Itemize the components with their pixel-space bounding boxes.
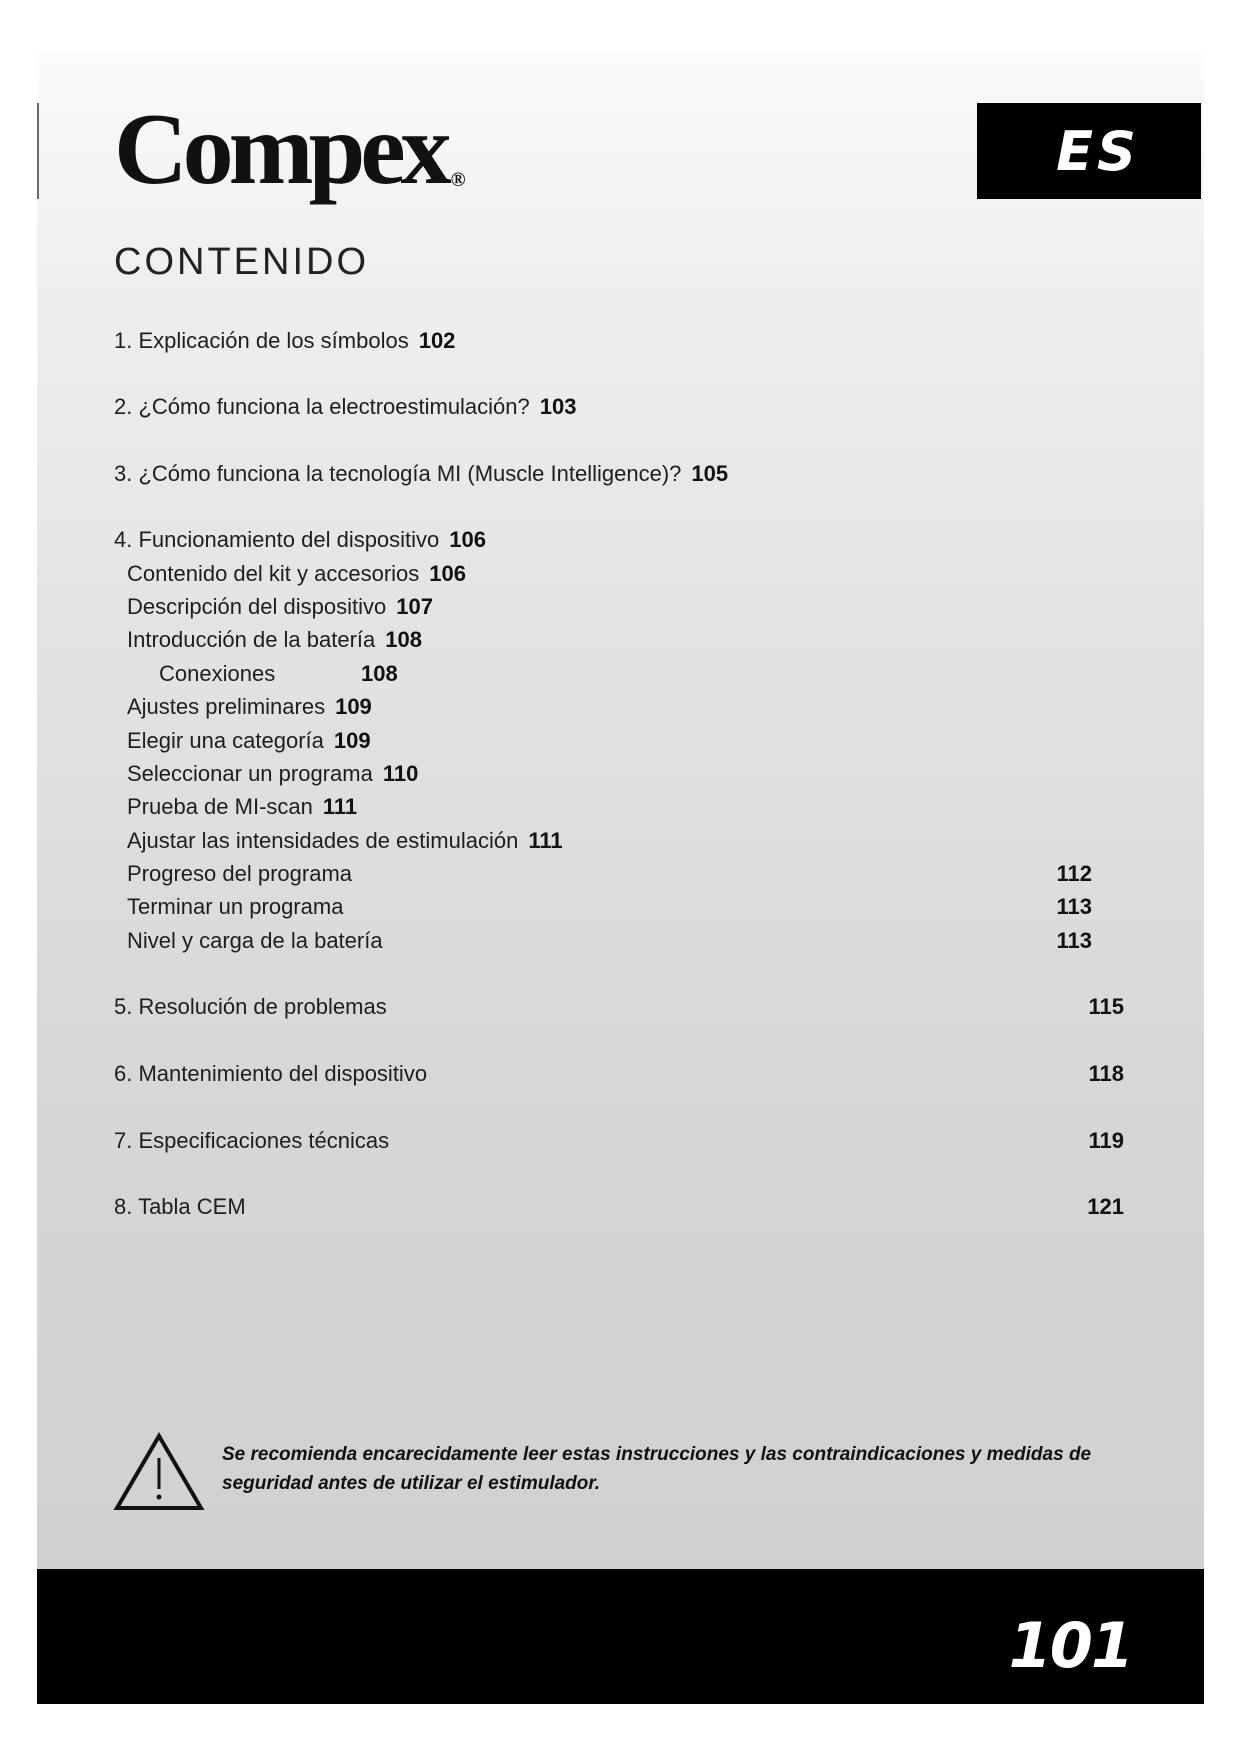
- toc-item-7: [114, 1128, 389, 1154]
- toc-label: Ajustes preliminares: [127, 694, 326, 719]
- toc-page: 109: [335, 694, 372, 719]
- toc-page: 111: [528, 828, 563, 853]
- toc-label: Contenido del kit y accesorios: [127, 561, 420, 586]
- toc-subitem: [127, 761, 418, 787]
- toc-label: Conexiones: [159, 661, 276, 686]
- toc-page: 112: [1056, 861, 1092, 886]
- toc-page: 113: [1056, 928, 1092, 953]
- toc-subitem: [127, 561, 466, 587]
- language-badge: [977, 103, 1201, 199]
- toc-page: 107: [396, 594, 433, 619]
- toc-subitem: [127, 627, 422, 653]
- toc-label: 5. Resolución de problemas: [114, 994, 387, 1019]
- compex-logo: [114, 93, 466, 206]
- warning-triangle-icon: [113, 1431, 205, 1513]
- logo-text: Compex: [114, 93, 447, 206]
- toc-page: 113: [1056, 894, 1092, 919]
- toc-subitem: [127, 728, 371, 754]
- toc-item-1: [114, 328, 455, 354]
- toc-subitem: [127, 894, 343, 920]
- toc-label: Descripción del dispositivo: [127, 594, 387, 619]
- toc-label: 1. Explicación de los símbolos: [114, 328, 409, 353]
- toc-page: 108: [385, 627, 422, 652]
- toc-page: 103: [539, 394, 577, 419]
- toc-label: 6. Mantenimiento del dispositivo: [114, 1061, 428, 1086]
- toc-page: 109: [333, 728, 371, 753]
- toc-label: 8. Tabla CEM: [114, 1194, 246, 1219]
- toc-label: Seleccionar un programa: [127, 761, 373, 786]
- toc-label: 7. Especificaciones técnicas: [114, 1128, 390, 1153]
- toc-page: 106: [429, 561, 466, 586]
- toc-page: 108: [361, 661, 398, 686]
- toc-item-2: [114, 394, 576, 420]
- toc-subitem: [127, 861, 352, 887]
- toc-subitem: [127, 594, 433, 620]
- toc-label: 3. ¿Cómo funciona la tecnología MI (Muscle Intelligence)?: [114, 461, 682, 486]
- page-title: CONTENIDO: [114, 241, 369, 283]
- toc-subitem: [127, 828, 563, 854]
- footer-bar: [37, 1569, 1204, 1704]
- left-rule: [37, 103, 39, 199]
- page-number: 101: [1008, 1609, 1132, 1682]
- toc-page: 106: [449, 527, 487, 552]
- toc-page: 110: [382, 761, 419, 786]
- toc-label: Elegir una categoría: [127, 728, 324, 753]
- toc-item-3: [114, 461, 728, 487]
- warning-text: Se recomienda encarecidamente leer estas instrucciones y las contraindicaciones y medidas de seguridad antes de utilizar el estimulador.: [222, 1444, 1092, 1494]
- toc-subitem: [159, 661, 275, 687]
- language-code: ES: [1056, 119, 1140, 183]
- toc-page: 102: [418, 328, 456, 353]
- toc-page: 111: [322, 794, 358, 819]
- toc-page: 115: [1088, 994, 1124, 1019]
- toc-label: Nivel y carga de la batería: [127, 928, 383, 953]
- toc-label: Introducción de la batería: [127, 627, 376, 652]
- toc-item-6: [114, 1061, 427, 1087]
- toc-subitem-page: [361, 661, 398, 687]
- toc-item-5: [114, 994, 387, 1020]
- toc-item-8: [114, 1194, 246, 1220]
- toc-page: 105: [691, 461, 729, 486]
- toc-page: 118: [1088, 1061, 1124, 1086]
- toc-label: 2. ¿Cómo funciona la electroestimulación?: [114, 394, 530, 419]
- toc-subitem: [127, 928, 383, 954]
- toc-subitem: [127, 794, 357, 820]
- toc-page: 121: [1087, 1194, 1124, 1219]
- toc-label: 4. Funcionamiento del dispositivo: [114, 527, 440, 552]
- toc-label: Ajustar las intensidades de estimulación: [127, 828, 519, 853]
- registered-mark: ®: [450, 169, 466, 191]
- toc-subitem: [127, 694, 372, 720]
- toc-label: Prueba de MI-scan: [127, 794, 313, 819]
- toc-page: 119: [1088, 1128, 1124, 1153]
- toc-item-4: [114, 527, 486, 553]
- toc-label: Progreso del programa: [127, 861, 353, 886]
- toc-label: Terminar un programa: [127, 894, 344, 919]
